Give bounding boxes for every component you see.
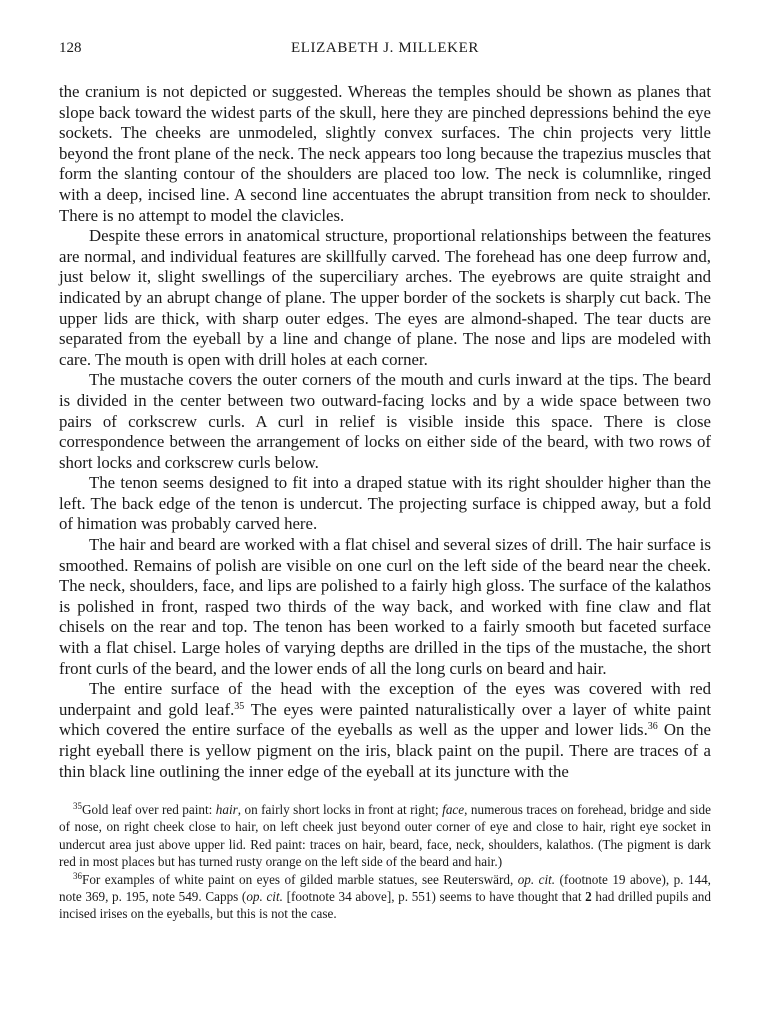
footnote-text: [footnote 34 above], p. 551) seems to have thought that <box>282 889 586 905</box>
body-text <box>59 82 711 782</box>
footnote-reference: 35 <box>234 700 245 712</box>
footnote-text: , on fairly short locks in front at right; <box>237 802 443 818</box>
footnote-bold: 2 <box>585 889 592 905</box>
footnote-reference: 36 <box>647 721 658 733</box>
page-number: 128 <box>59 40 82 56</box>
footnote-italic: face <box>442 802 465 818</box>
document-page <box>59 40 711 923</box>
footnote-text: For examples of white paint on eyes of gilded marble statues, see Reuterswärd, <box>82 872 518 887</box>
footnote-36 <box>59 871 711 923</box>
footnote-italic: op. cit. <box>517 872 556 887</box>
paragraph: the cranium is not depicted or suggested. Whereas the temples should be shown as planes that slope back toward the widest parts of the skull, here they are pinched depressions behind the eye sockets. The cheeks are unmodeled, slightly convex surfaces. The chin projects very little beyond the front plane of the neck. The neck appears too long because the trapezius muscles that form the slanting contour of the shoulders are placed too low. The neck is columnlike, ringed with a deep, incised line. A second line accentuates the abrupt transition from neck to shoulder. There is no attempt to model the clavicles. <box>59 82 711 225</box>
paragraph: The tenon seems designed to fit into a draped statue with its right shoulder higher than the left. The back edge of the tenon is undercut. The projecting surface is chipped away, but a fold of himation was probably carved here. <box>59 473 711 534</box>
footnote-number: 35 <box>73 801 82 812</box>
paragraph: The mustache covers the outer corners of the mouth and curls inward at the tips. The beard is divided in the center between two outward-facing locks and by a wide space between two pairs of corkscrew curls. A curl in relief is visible inside this space. There is close correspondence between the arrangement of locks on either side of the beard, with two rows of short locks and corkscrew curls below. <box>59 370 711 472</box>
footnotes <box>59 801 711 922</box>
paragraph: Despite these errors in anatomical structure, proportional relationships between the features are normal, and individual features are skillfully carved. The forehead has one deep furrow and, just below it, slight swellings of the superciliary arches. The eyebrows are quite straight and indicated by an abrupt change of plane. The upper border of the sockets is sharply cut back. The upper lids are thick, with sharp outer edges. The eyes are almond-shaped. The tear ducts are separated from the eyeball by a line and change of plane. The nose and lips are modeled with care. The mouth is open with drill holes at each corner. <box>59 226 711 369</box>
footnote-italic: hair <box>215 802 238 818</box>
paragraph: The hair and beard are worked with a flat chisel and several sizes of drill. The hair surface is smoothed. Remains of polish are visible on one curl on the left side of the beard near the cheek. The neck, shoulders, face, and lips are polished to a fairly high gloss. The surface of the kalathos is polished in front, rasped two thirds of the way back, and worked with fine claw and flat chisels on the rear and top. The tenon has been worked to a fairly smooth but faceted surface with a flat chisel. Large holes of varying depths are drilled in the tips of the mustache, the short front curls of the beard, and the lower ends of all the long curls on beard and hair. <box>59 535 711 678</box>
paragraph-text: On the right eyeball there is yellow pigment on the iris, black paint on the pupil. There are traces of a thin black line outlining the inner edge of the eyeball at its juncture with the <box>59 720 712 781</box>
running-head <box>59 40 711 66</box>
footnote-text: Gold leaf over red paint: <box>82 802 216 818</box>
footnote-text: , numerous traces on forehead, bridge and side of nose, on right cheek close to hair, on left cheek just beyond outer corner of eye and close to hair, right eye socket in undercut area just above upper lid. Red paint: traces on hair, beard, face, neck, shoulders, kalathos. (The pigment is dark red in most places but has turned rusty orange on the left side of the beard and hair.) <box>59 802 712 869</box>
footnote-text: (footnote 19 above), p. 144, note 369, p. 195, note 549. Capps ( <box>59 872 711 905</box>
paragraph <box>59 679 711 782</box>
running-head-author: ELIZABETH J. MILLEKER <box>291 40 479 56</box>
paragraph-text: The entire surface of the head with the exception of the eyes was covered with red underpaint and gold leaf. <box>59 679 711 719</box>
footnote-number: 36 <box>73 871 82 881</box>
paragraph-text: The eyes were painted naturalistically over a layer of white paint which covered the entire surface of the eyeballs as well as the upper and lower lids. <box>59 699 711 740</box>
footnote-35 <box>59 801 711 870</box>
footnote-italic: op. cit. <box>246 889 283 905</box>
footnote-text: had drilled pupils and incised irises on the eyeballs, but this is not the case. <box>59 889 711 922</box>
